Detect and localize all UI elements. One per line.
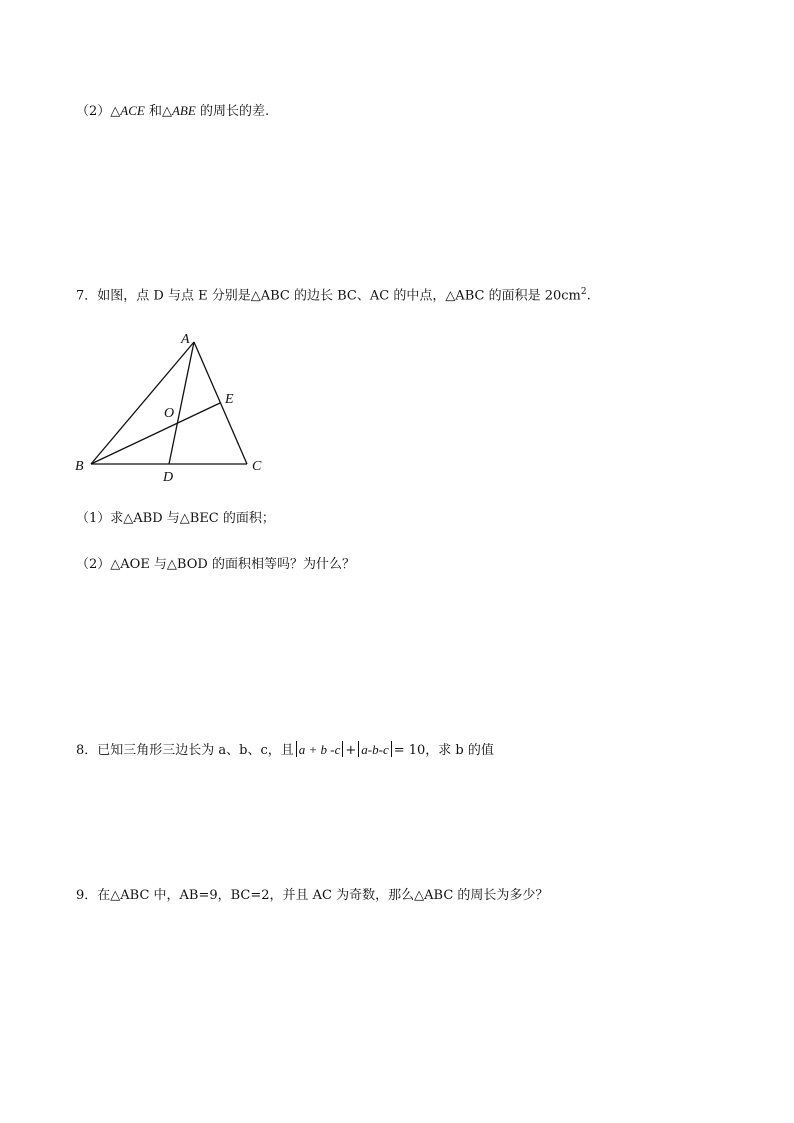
label-o: O [164, 406, 175, 421]
median-be [91, 403, 220, 464]
q8-abs1: a + b -c [298, 742, 341, 757]
q9: 9．在△ABC 中，AB=9，BC=2，并且 AC 为奇数，那么△ABC 的周长为多少？ [76, 888, 549, 903]
q7-part2: （2）△AOE 与△BOD 的面积相等吗？为什么？ [76, 557, 355, 572]
abs-bar [391, 741, 392, 757]
q7-part1: （1）求△ABD 与△BEC 的面积； [76, 511, 275, 526]
q6-part2-prefix: （2）△ [76, 104, 121, 119]
triangle-figure [70, 328, 270, 488]
abs-bar [296, 741, 297, 757]
q6-part2-suffix: 的周长的差. [195, 104, 270, 119]
label-d: D [163, 470, 174, 485]
q7-stem [76, 283, 591, 305]
q6-part2-tri1: ACE [120, 103, 145, 118]
side-ac [194, 342, 247, 464]
label-b: B [75, 459, 84, 474]
q7-stem-text: 7．如图，点 D 与点 E 分别是△ABC 的边长 BC、AC 的中点，△ABC 的面积是 20cm [76, 288, 581, 304]
q8-prefix: 8．已知三角形三边长为 a、b、c，且 [76, 743, 294, 758]
q8-suffix: = 10，求 b 的值 [393, 743, 494, 758]
side-ab [91, 342, 194, 464]
q8-plus: + [345, 743, 357, 758]
abs-bar [342, 741, 343, 757]
label-c: C [252, 459, 262, 474]
q6-part2-mid: 和△ [144, 104, 172, 119]
label-a: A [181, 332, 190, 347]
q7-stem-sup: 2 [580, 287, 587, 297]
q6-part2 [76, 102, 269, 121]
q6-part2-tri2: ABE [171, 103, 196, 118]
label-e: E [225, 392, 234, 407]
median-ad [169, 342, 194, 464]
q8 [76, 741, 494, 760]
abs-bar [358, 741, 359, 757]
q7-stem-end: . [586, 288, 591, 304]
q8-abs2: a-b-c [361, 742, 389, 757]
